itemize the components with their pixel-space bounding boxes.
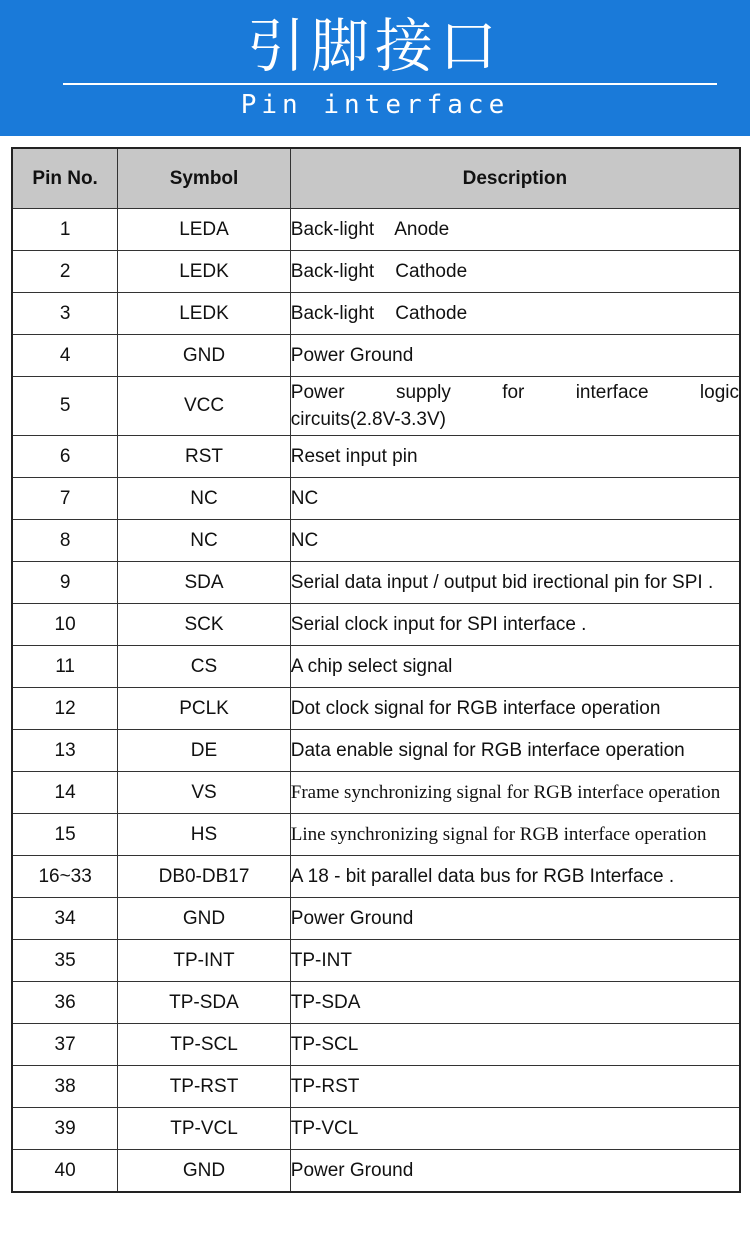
symbol-cell: NC bbox=[118, 520, 291, 562]
table-row bbox=[12, 520, 740, 562]
pin-cell: 13 bbox=[12, 730, 118, 772]
table-row bbox=[12, 646, 740, 688]
symbol-cell: GND bbox=[118, 898, 291, 940]
description-cell: Dot clock signal for RGB interface operation bbox=[290, 688, 740, 730]
description-line-1: Power supply for interface logic bbox=[290, 382, 739, 403]
pin-cell: 15 bbox=[12, 814, 118, 856]
pin-cell: 39 bbox=[12, 1108, 118, 1150]
symbol-cell: TP-INT bbox=[118, 940, 291, 982]
table-row bbox=[12, 898, 740, 940]
pin-table bbox=[11, 147, 741, 1193]
description-cell: A 18 - bit parallel data bus for RGB Interface . bbox=[290, 856, 740, 898]
symbol-cell: TP-RST bbox=[118, 1066, 291, 1108]
symbol-cell: GND bbox=[118, 1150, 291, 1193]
pin-cell: 40 bbox=[12, 1150, 118, 1193]
table-row bbox=[12, 436, 740, 478]
description-cell: Data enable signal for RGB interface operation bbox=[290, 730, 740, 772]
page-subtitle: Pin interface bbox=[240, 90, 510, 120]
symbol-cell: TP-VCL bbox=[118, 1108, 291, 1150]
symbol-cell: SDA bbox=[118, 562, 291, 604]
pin-cell: 12 bbox=[12, 688, 118, 730]
symbol-cell: TP-SCL bbox=[118, 1024, 291, 1066]
table-row bbox=[12, 730, 740, 772]
description-cell: NC bbox=[290, 478, 740, 520]
pin-cell: 3 bbox=[12, 293, 118, 335]
table-row bbox=[12, 251, 740, 293]
column-header-pin: Pin No. bbox=[12, 148, 118, 209]
pin-cell: 34 bbox=[12, 898, 118, 940]
table-row bbox=[12, 478, 740, 520]
pin-cell: 1 bbox=[12, 209, 118, 251]
symbol-cell: VS bbox=[118, 772, 291, 814]
table-row bbox=[12, 335, 740, 377]
description-cell: Power Ground bbox=[290, 335, 740, 377]
table-row bbox=[12, 940, 740, 982]
description-text: Back-light Anode bbox=[290, 218, 450, 240]
table-row bbox=[12, 982, 740, 1024]
pin-cell: 35 bbox=[12, 940, 118, 982]
description-cell: Frame synchronizing signal for RGB interface operation bbox=[290, 772, 740, 814]
symbol-cell: GND bbox=[118, 335, 291, 377]
title-divider bbox=[63, 83, 717, 85]
description-cell: NC bbox=[290, 520, 740, 562]
description-cell: Power Ground bbox=[290, 898, 740, 940]
column-header-symbol: Symbol bbox=[118, 148, 291, 209]
pin-cell: 5 bbox=[12, 377, 118, 436]
table-row bbox=[12, 209, 740, 251]
table-row bbox=[12, 856, 740, 898]
table-row bbox=[12, 377, 740, 436]
table-row bbox=[12, 562, 740, 604]
description-cell: TP-SDA bbox=[290, 982, 740, 1024]
table-row bbox=[12, 1024, 740, 1066]
description-cell: TP-INT bbox=[290, 940, 740, 982]
symbol-cell: DB0-DB17 bbox=[118, 856, 291, 898]
symbol-cell: LEDA bbox=[118, 209, 291, 251]
symbol-cell: LEDK bbox=[118, 293, 291, 335]
description-cell bbox=[290, 377, 740, 436]
pin-cell: 38 bbox=[12, 1066, 118, 1108]
symbol-cell: RST bbox=[118, 436, 291, 478]
table-row bbox=[12, 688, 740, 730]
table-row bbox=[12, 814, 740, 856]
description-cell: Reset input pin bbox=[290, 436, 740, 478]
table-row bbox=[12, 604, 740, 646]
description-line-2: circuits(2.8V-3.3V) bbox=[290, 409, 446, 430]
symbol-cell: SCK bbox=[118, 604, 291, 646]
description-cell: Line synchronizing signal for RGB interface operation bbox=[290, 814, 740, 856]
description-cell: TP-SCL bbox=[290, 1024, 740, 1066]
pin-cell: 37 bbox=[12, 1024, 118, 1066]
description-text: Back-light Cathode bbox=[290, 260, 468, 282]
table-row bbox=[12, 772, 740, 814]
pin-cell: 8 bbox=[12, 520, 118, 562]
pin-cell: 36 bbox=[12, 982, 118, 1024]
table-row bbox=[12, 1108, 740, 1150]
description-cell: Serial data input / output bid irectional pin for SPI . bbox=[290, 562, 740, 604]
symbol-cell: TP-SDA bbox=[118, 982, 291, 1024]
pin-cell: 10 bbox=[12, 604, 118, 646]
symbol-cell: HS bbox=[118, 814, 291, 856]
description-cell: TP-RST bbox=[290, 1066, 740, 1108]
description-cell: Power Ground bbox=[290, 1150, 740, 1193]
description-cell: A chip select signal bbox=[290, 646, 740, 688]
description-cell bbox=[290, 293, 740, 335]
symbol-cell: LEDK bbox=[118, 251, 291, 293]
pin-cell: 16~33 bbox=[12, 856, 118, 898]
pin-cell: 4 bbox=[12, 335, 118, 377]
pin-cell: 11 bbox=[12, 646, 118, 688]
description-cell: Serial clock input for SPI interface . bbox=[290, 604, 740, 646]
pin-cell: 6 bbox=[12, 436, 118, 478]
symbol-cell: NC bbox=[118, 478, 291, 520]
page-title: 引脚接口 bbox=[246, 12, 503, 80]
header-banner bbox=[0, 0, 750, 136]
table-row bbox=[12, 1066, 740, 1108]
table-header-row bbox=[12, 148, 740, 209]
symbol-cell: CS bbox=[118, 646, 291, 688]
description-cell: TP-VCL bbox=[290, 1108, 740, 1150]
pin-cell: 9 bbox=[12, 562, 118, 604]
description-cell bbox=[290, 251, 740, 293]
symbol-cell: DE bbox=[118, 730, 291, 772]
description-text: Back-light Cathode bbox=[290, 302, 468, 324]
symbol-cell: PCLK bbox=[118, 688, 291, 730]
table-row bbox=[12, 1150, 740, 1193]
table-row bbox=[12, 293, 740, 335]
pin-cell: 2 bbox=[12, 251, 118, 293]
column-header-description: Description bbox=[290, 148, 740, 209]
symbol-cell: VCC bbox=[118, 377, 291, 436]
description-cell bbox=[290, 209, 740, 251]
pin-cell: 14 bbox=[12, 772, 118, 814]
pin-cell: 7 bbox=[12, 478, 118, 520]
